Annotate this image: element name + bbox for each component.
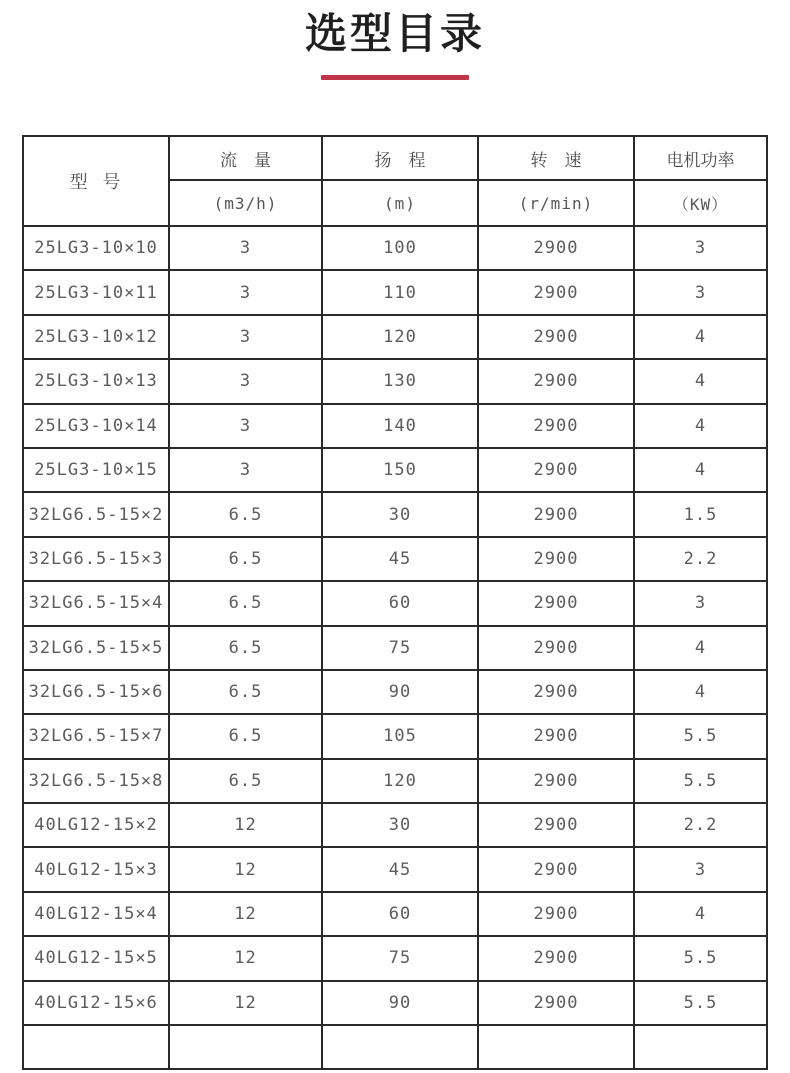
model-cell: 40LG12-15×4 [23,892,169,936]
head-cell: 130 [322,359,478,403]
table-row [23,270,767,314]
head-cell: 150 [322,448,478,492]
empty-cell [23,1025,169,1069]
power-cell: 4 [634,670,767,714]
table-row [23,670,767,714]
flow-cell: 3 [169,448,322,492]
empty-cell [322,1025,478,1069]
model-cell: 32LG6.5-15×3 [23,537,169,581]
power-cell: 4 [634,626,767,670]
flow-cell: 6.5 [169,626,322,670]
speed-cell: 2900 [478,315,634,359]
speed-cell: 2900 [478,448,634,492]
head-cell: 90 [322,981,478,1025]
table-row [23,803,767,847]
model-cell: 32LG6.5-15×4 [23,581,169,625]
speed-cell: 2900 [478,626,634,670]
model-cell: 25LG3-10×14 [23,404,169,448]
flow-cell: 3 [169,226,322,270]
speed-cell: 2900 [478,492,634,536]
power-cell: 5.5 [634,759,767,803]
model-cell: 32LG6.5-15×7 [23,714,169,758]
speed-cell: 2900 [478,270,634,314]
flow-cell: 12 [169,981,322,1025]
head-cell: 30 [322,803,478,847]
flow-cell: 12 [169,847,322,891]
speed-cell: 2900 [478,803,634,847]
col-header-head: 扬 程 [322,136,478,180]
col-unit-flow: (m3/h) [169,180,322,226]
table-row [23,226,767,270]
speed-cell: 2900 [478,892,634,936]
head-cell: 60 [322,581,478,625]
power-cell: 2.2 [634,537,767,581]
table-body [23,226,767,1069]
head-cell: 105 [322,714,478,758]
head-cell: 45 [322,847,478,891]
flow-cell: 3 [169,359,322,403]
flow-cell: 6.5 [169,537,322,581]
head-cell: 120 [322,315,478,359]
col-header-speed: 转 速 [478,136,634,180]
flow-cell: 3 [169,270,322,314]
model-cell: 25LG3-10×12 [23,315,169,359]
model-cell: 32LG6.5-15×8 [23,759,169,803]
col-header-power: 电机功率 [634,136,767,180]
head-cell: 100 [322,226,478,270]
model-cell: 25LG3-10×11 [23,270,169,314]
power-cell: 5.5 [634,981,767,1025]
table-row [23,981,767,1025]
power-cell: 4 [634,448,767,492]
speed-cell: 2900 [478,404,634,448]
model-cell: 25LG3-10×10 [23,226,169,270]
col-unit-head: (m) [322,180,478,226]
flow-cell: 6.5 [169,759,322,803]
power-cell: 4 [634,315,767,359]
page-title: 选型目录 [304,10,485,57]
empty-cell [169,1025,322,1069]
model-cell: 40LG12-15×6 [23,981,169,1025]
speed-cell: 2900 [478,847,634,891]
speed-cell: 2900 [478,226,634,270]
table-row [23,581,767,625]
col-unit-power: （KW） [634,180,767,226]
power-cell: 3 [634,270,767,314]
speed-cell: 2900 [478,581,634,625]
flow-cell: 6.5 [169,714,322,758]
head-cell: 60 [322,892,478,936]
selection-table [22,135,768,1070]
head-cell: 75 [322,626,478,670]
model-cell: 25LG3-10×13 [23,359,169,403]
power-cell: 3 [634,226,767,270]
power-cell: 2.2 [634,803,767,847]
table-row [23,448,767,492]
col-header-model: 型 号 [23,136,169,226]
power-cell: 5.5 [634,936,767,980]
flow-cell: 3 [169,404,322,448]
power-cell: 5.5 [634,714,767,758]
power-cell: 3 [634,847,767,891]
col-header-flow: 流 量 [169,136,322,180]
model-cell: 32LG6.5-15×2 [23,492,169,536]
flow-cell: 12 [169,936,322,980]
table-row [23,537,767,581]
model-cell: 32LG6.5-15×6 [23,670,169,714]
title-underline [321,75,469,80]
speed-cell: 2900 [478,759,634,803]
model-cell: 32LG6.5-15×5 [23,626,169,670]
table-row [23,359,767,403]
power-cell: 3 [634,581,767,625]
power-cell: 1.5 [634,492,767,536]
table-row [23,626,767,670]
table-row [23,492,767,536]
flow-cell: 6.5 [169,581,322,625]
empty-cell [634,1025,767,1069]
head-cell: 140 [322,404,478,448]
model-cell: 40LG12-15×5 [23,936,169,980]
empty-cell [478,1025,634,1069]
table-row [23,936,767,980]
head-cell: 90 [322,670,478,714]
partial-table-row [23,1025,767,1069]
table-row [23,759,767,803]
speed-cell: 2900 [478,981,634,1025]
col-unit-speed: (r/min) [478,180,634,226]
flow-cell: 6.5 [169,492,322,536]
head-cell: 120 [322,759,478,803]
power-cell: 4 [634,404,767,448]
power-cell: 4 [634,359,767,403]
head-cell: 75 [322,936,478,980]
model-cell: 40LG12-15×3 [23,847,169,891]
head-cell: 45 [322,537,478,581]
model-cell: 40LG12-15×2 [23,803,169,847]
table-row [23,892,767,936]
flow-cell: 12 [169,892,322,936]
flow-cell: 3 [169,315,322,359]
speed-cell: 2900 [478,936,634,980]
table-row [23,847,767,891]
table-row [23,315,767,359]
flow-cell: 6.5 [169,670,322,714]
table-row [23,714,767,758]
table-header [23,136,767,226]
flow-cell: 12 [169,803,322,847]
power-cell: 4 [634,892,767,936]
model-cell: 25LG3-10×15 [23,448,169,492]
table-row [23,404,767,448]
head-cell: 30 [322,492,478,536]
speed-cell: 2900 [478,714,634,758]
header-label-row [23,136,767,180]
speed-cell: 2900 [478,670,634,714]
head-cell: 110 [322,270,478,314]
speed-cell: 2900 [478,359,634,403]
speed-cell: 2900 [478,537,634,581]
